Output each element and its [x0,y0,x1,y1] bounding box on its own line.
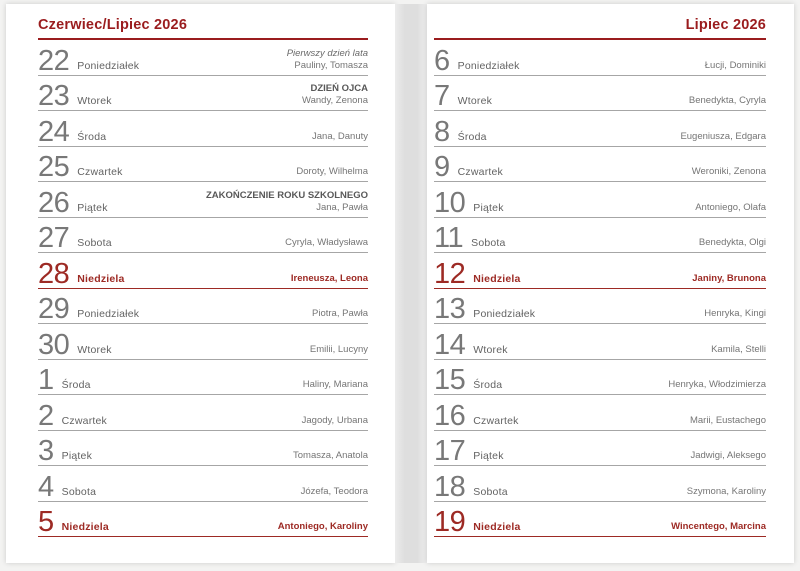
day-row [38,218,368,254]
day-number: 3 [38,435,54,467]
day-row [434,182,766,218]
day-number: 24 [38,115,70,148]
day-row-right [680,132,766,142]
weekday-label: Czwartek [77,166,123,178]
weekday-label: Niedziela [61,521,109,533]
page-header-left [38,4,368,40]
day-number: 6 [434,44,450,77]
weekday-label: Środa [473,379,503,391]
weekday-label: Środa [77,130,107,143]
day-row-right [699,238,766,248]
day-row-left [38,435,93,467]
day-row-right [711,345,766,355]
day-row-right [692,274,766,284]
day-number: 16 [434,399,466,432]
weekday-label: Poniedziałek [77,308,140,320]
day-row-left [38,328,112,361]
day-number: 19 [434,506,466,538]
page-gutter [395,4,427,563]
weekday-label: Wtorek [77,343,112,356]
day-number: 25 [38,151,70,183]
day-number: 13 [434,293,466,325]
name-day-label: Haliny, Mariana [302,379,368,390]
weekday-label: Piątek [77,201,108,214]
day-row-left [434,115,487,148]
day-row-left [38,115,107,148]
day-row-left [38,257,125,290]
day-number: 17 [434,435,466,467]
day-row-right [312,309,368,319]
day-number: 30 [38,328,70,361]
name-day-label: Marii, Eustachego [689,414,766,426]
name-day-label: Jana, Pawła [316,201,368,213]
name-day-label: Janiny, Brunona [692,272,766,284]
page-right [427,4,794,563]
day-rows-left [38,40,368,537]
day-row-right [312,132,368,142]
day-row-left [38,399,107,432]
day-number: 4 [38,470,54,503]
weekday-label: Sobota [61,485,97,498]
day-row [38,111,368,147]
day-row [38,466,368,502]
day-number: 18 [434,470,466,503]
name-day-label: Tomasza, Anatola [293,450,368,461]
day-row-left [38,506,109,538]
day-number: 8 [434,115,450,148]
name-day-label: Weroniki, Zenona [691,166,766,177]
weekday-label: Niedziela [77,272,125,285]
day-number: 11 [434,222,464,254]
day-number: 2 [38,399,54,432]
day-row-left [434,435,504,467]
name-day-label: Benedykta, Olgi [698,237,766,248]
weekday-label: Poniedziałek [457,59,520,72]
name-day-label: Antoniego, Olafa [695,201,766,213]
day-number: 5 [38,506,54,538]
day-row [434,324,766,360]
day-row-left [434,399,519,432]
name-day-label: Eugeniusza, Edgara [680,130,766,142]
day-row-left [38,186,108,219]
day-row [434,111,766,147]
day-row [38,147,368,183]
day-row [434,289,766,325]
name-day-label: Józefa, Teodora [300,485,368,497]
day-row [38,253,368,289]
day-row-right [692,167,766,177]
day-row [38,76,368,112]
day-row-left [434,151,503,183]
name-day-label: Benedykta, Cyryla [688,95,766,106]
day-row [38,360,368,396]
day-row-left [434,293,536,325]
name-day-label: Antoniego, Karoliny [277,521,368,532]
day-row [38,395,368,431]
day-row [434,40,766,76]
day-row [434,253,766,289]
name-day-label: Piotra, Pawła [312,308,368,319]
day-row [434,466,766,502]
day-row [434,147,766,183]
name-day-label: Henryka, Kingi [704,308,766,319]
weekday-label: Piątek [473,450,504,462]
name-day-label: Kamila, Stelli [711,343,766,355]
weekday-label: Wtorek [77,95,112,107]
weekday-label: Niedziela [473,272,521,285]
day-row [38,182,368,218]
weekday-label: Sobota [473,485,508,498]
day-row-right [291,274,368,284]
weekday-label: Czwartek [473,414,519,427]
day-row-right [287,49,368,71]
holiday-note: DZIEŃ OJCA [310,83,368,94]
day-row-left [434,470,508,503]
name-day-label: Jadwigi, Aleksego [690,450,766,461]
day-number: 28 [38,257,70,290]
day-row [434,502,766,538]
name-day-label: Wincentego, Marcina [671,521,766,532]
day-row-right [206,191,368,213]
day-row [38,40,368,76]
day-row-left [434,186,504,219]
day-row-right [302,84,368,106]
day-row [38,289,368,325]
day-row [434,395,766,431]
name-day-label: Pauliny, Tomasza [294,59,368,71]
day-row [434,218,766,254]
weekday-label: Sobota [471,237,506,249]
day-row-right [689,96,766,106]
day-row-right [668,380,766,390]
name-day-label: Ireneusza, Leona [290,272,368,284]
day-row-right [690,451,766,461]
day-row [38,502,368,538]
day-number: 12 [434,257,466,290]
weekday-label: Środa [61,379,91,391]
day-row [38,431,368,467]
day-number: 14 [434,328,466,361]
day-row-right [296,167,368,177]
day-row-right [704,309,766,319]
day-number: 7 [434,80,450,112]
page-title-right: Lipiec 2026 [685,17,766,33]
weekday-label: Czwartek [457,166,503,178]
day-row [434,360,766,396]
weekday-label: Poniedziałek [77,59,140,72]
name-day-label: Wandy, Zenona [301,95,368,106]
day-row-right [687,487,766,497]
weekday-label: Sobota [77,237,112,249]
weekday-label: Piątek [473,201,504,214]
day-row-right [705,61,766,71]
day-row-left [38,293,140,325]
name-day-label: Jana, Danuty [312,130,368,142]
day-number: 9 [434,151,450,183]
day-row-right [285,238,368,248]
day-row-left [434,44,520,77]
day-row-right [310,345,368,355]
day-number: 1 [38,364,54,396]
day-row [38,324,368,360]
page-left [6,4,395,563]
page-title-left: Czerwiec/Lipiec 2026 [38,17,188,33]
day-number: 10 [434,186,466,219]
day-row-right [301,487,368,497]
day-number: 23 [38,80,70,112]
day-rows-right [434,40,766,537]
weekday-label: Niedziela [473,521,521,533]
name-day-label: Henryka, Włodzimierza [668,379,766,390]
day-row-left [434,257,521,290]
weekday-label: Poniedziałek [473,308,536,320]
holiday-note: ZAKOŃCZENIE ROKU SZKOLNEGO [205,189,368,201]
day-row-left [38,151,123,183]
day-number: 22 [38,44,70,77]
day-row-left [38,470,97,503]
day-row [434,76,766,112]
holiday-note: Pierwszy dzień lata [286,47,368,59]
day-row-left [434,364,503,396]
day-row-right [303,380,368,390]
day-row-right [690,416,766,426]
day-row [434,431,766,467]
name-day-label: Emilii, Lucyny [309,343,368,355]
day-number: 15 [434,364,466,396]
day-row-right [302,416,368,426]
weekday-label: Wtorek [473,343,508,356]
name-day-label: Cyryla, Władysława [285,237,368,248]
name-day-label: Szymona, Karoliny [686,485,766,497]
day-row-left [38,222,112,254]
day-row-left [434,506,521,538]
day-row-left [38,44,140,77]
weekday-label: Piątek [61,450,93,462]
day-row-left [434,80,493,112]
day-row-left [434,328,508,361]
weekday-label: Wtorek [457,95,493,107]
day-row-right [293,451,368,461]
day-row-right [278,522,368,532]
weekday-label: Czwartek [61,414,107,427]
name-day-label: Jagody, Urbana [301,414,368,426]
day-row-left [434,222,506,254]
day-row-left [38,364,91,396]
day-row-left [38,80,112,112]
name-day-label: Łucji, Dominiki [704,59,766,71]
day-row-right [671,522,766,532]
day-number: 27 [38,222,70,254]
day-row-right [695,203,766,213]
page-header-right [434,4,766,40]
name-day-label: Doroty, Wilhelma [296,166,368,177]
weekday-label: Środa [457,130,487,143]
day-number: 29 [38,293,70,325]
day-number: 26 [38,186,70,219]
